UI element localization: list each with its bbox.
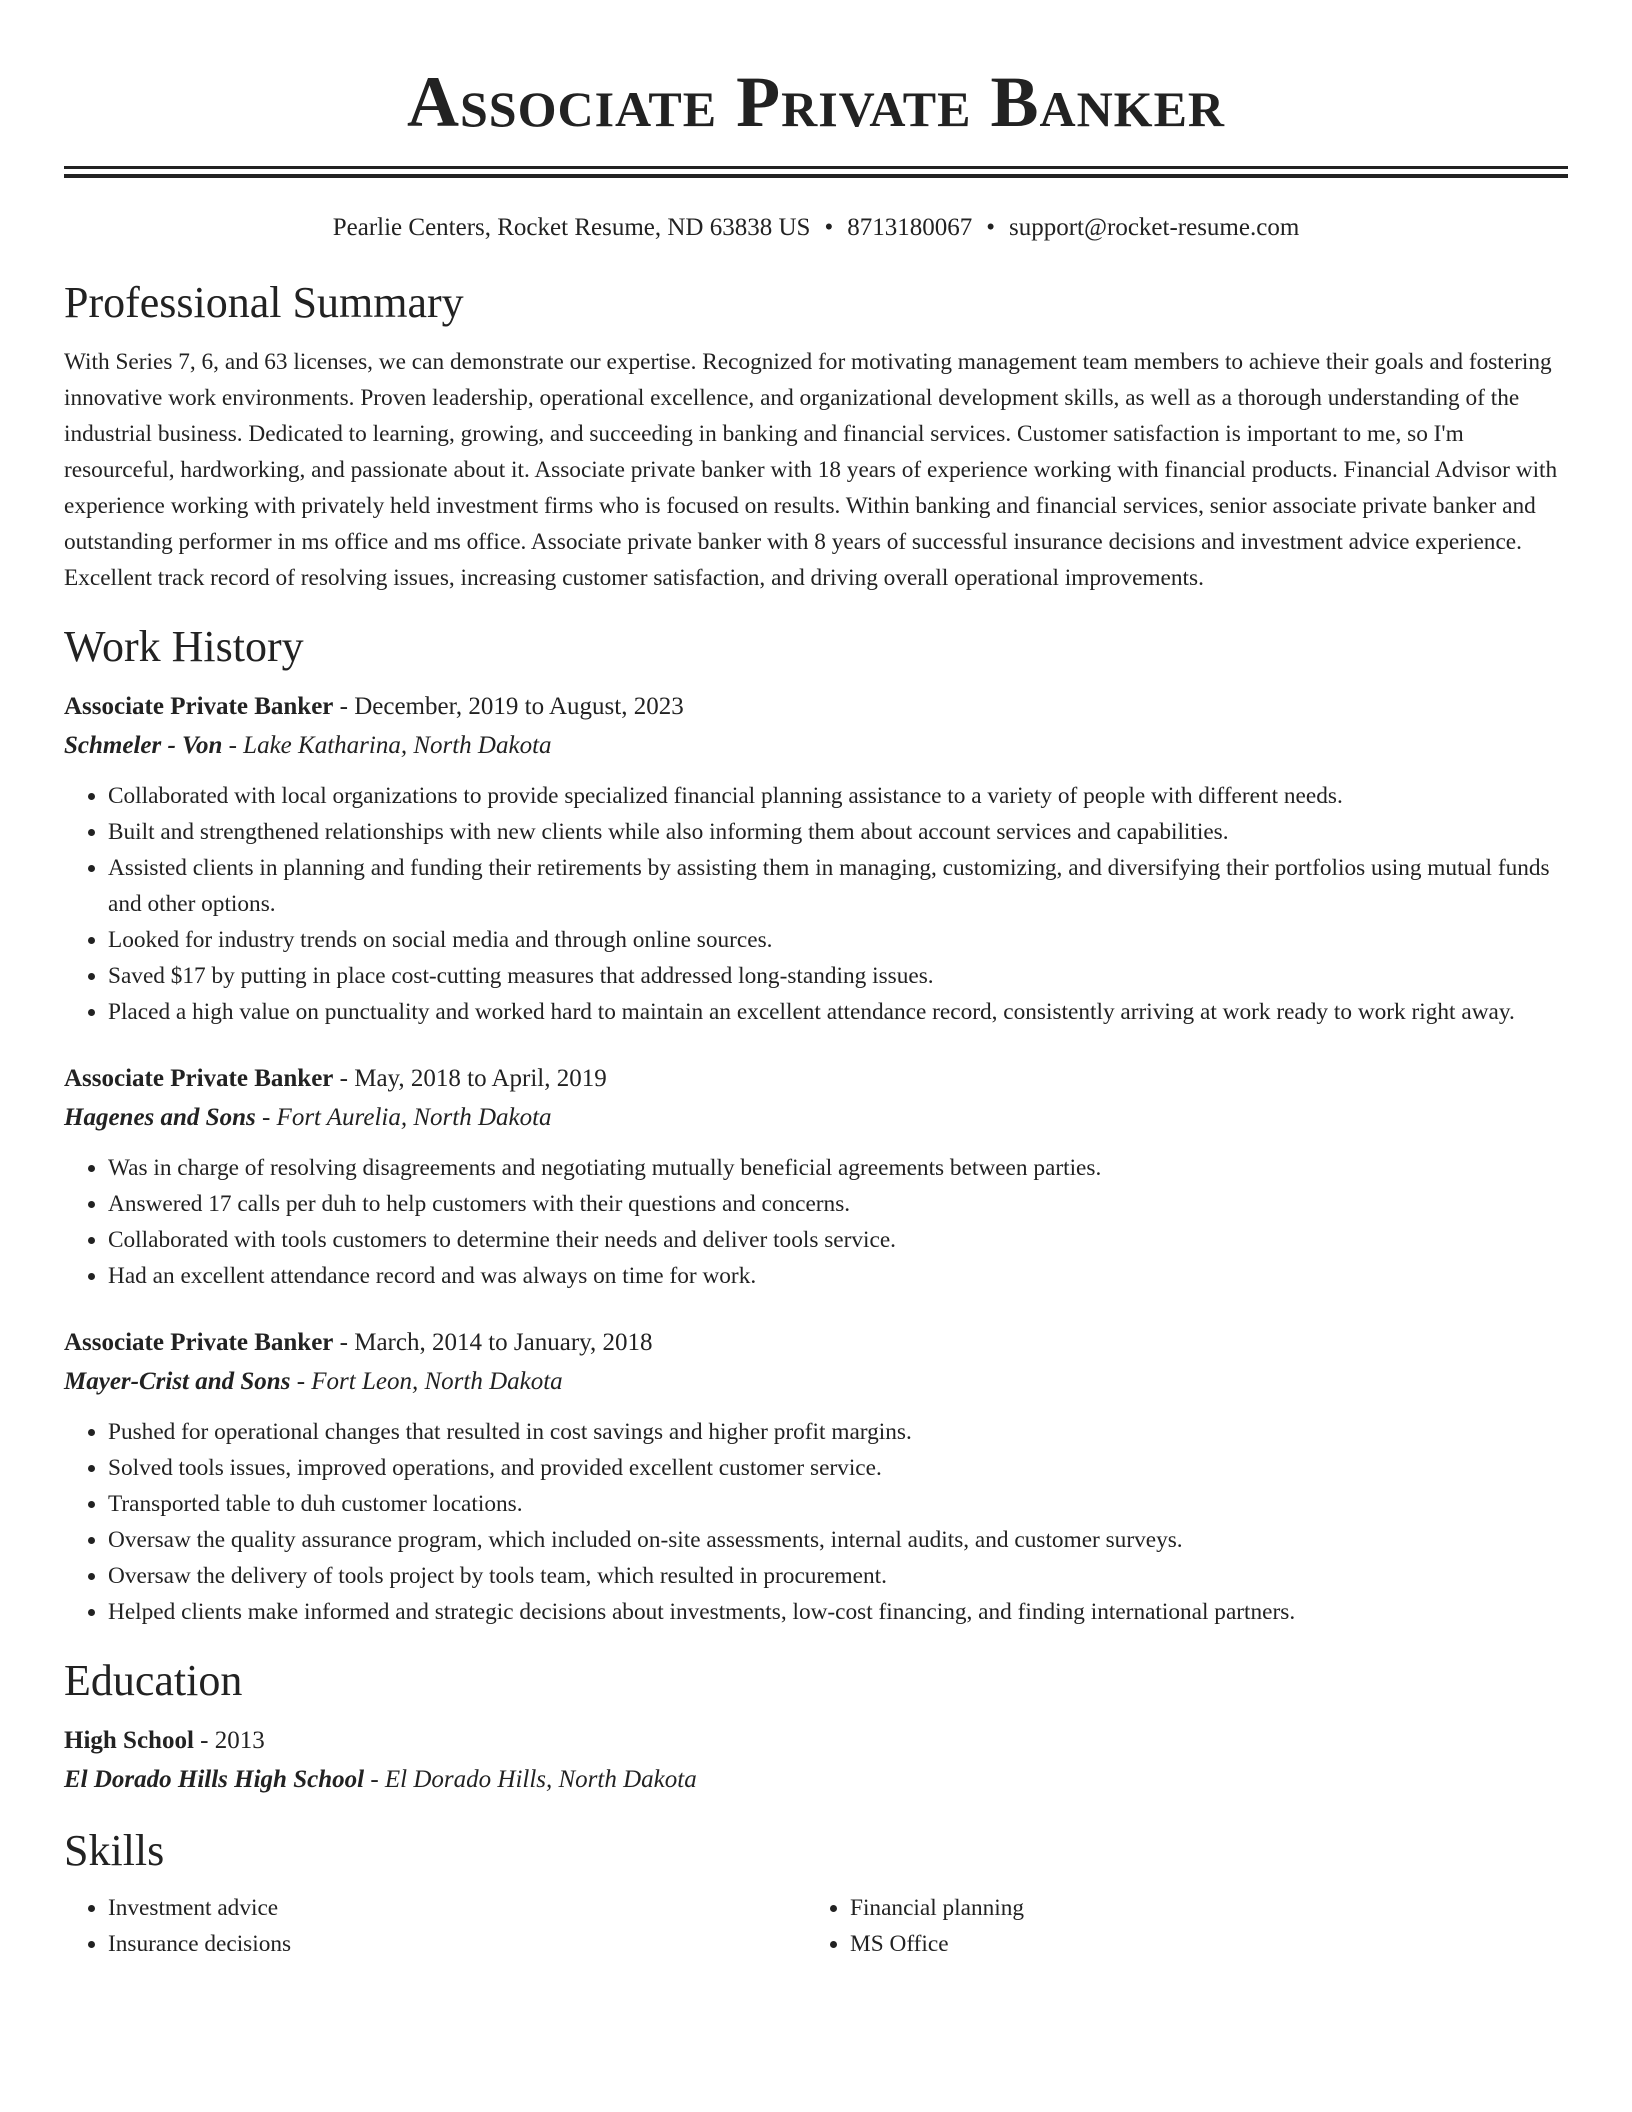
job-company: Hagenes and Sons bbox=[64, 1104, 256, 1131]
skill-item: • Investment advice bbox=[108, 1890, 806, 1926]
job-location: - Lake Katharina, North Dakota bbox=[222, 732, 552, 759]
skills-column-left bbox=[64, 1890, 806, 1962]
job-entry bbox=[64, 1324, 1568, 1630]
summary-section-title: Professional Summary bbox=[64, 278, 464, 327]
job-bullet: • Solved tools issues, improved operations, and provided excellent customer service. bbox=[108, 1450, 1568, 1486]
job-dates: - March, 2014 to January, 2018 bbox=[333, 1329, 653, 1356]
job-role: Associate Private Banker bbox=[64, 1329, 334, 1356]
job-bullet: • Transported table to duh customer locations. bbox=[108, 1486, 1568, 1522]
job-bullet: • Was in charge of resolving disagreements and negotiating mutually beneficial agreements between parties. bbox=[108, 1150, 1568, 1186]
job-entry bbox=[64, 688, 1568, 1030]
contact-email: support@rocket-resume.com bbox=[1008, 214, 1300, 241]
education-entry bbox=[64, 1722, 1568, 1800]
job-bullet: • Looked for industry trends on social media and through online sources. bbox=[108, 922, 1568, 958]
job-bullet: • Oversaw the delivery of tools project by tools team, which resulted in procurement. bbox=[108, 1558, 1568, 1594]
job-role: Associate Private Banker bbox=[64, 693, 334, 720]
education-year: - 2013 bbox=[193, 1727, 265, 1754]
job-role: Associate Private Banker bbox=[64, 1065, 334, 1092]
contact-separator: • bbox=[824, 214, 834, 241]
job-dates: - December, 2019 to August, 2023 bbox=[333, 693, 684, 720]
job-bullet: • Helped clients make informed and strategic decisions about investments, low-cost financing, and finding international partners. bbox=[108, 1594, 1568, 1630]
job-location: - Fort Leon, North Dakota bbox=[290, 1368, 563, 1395]
contact-phone: 8713180067 bbox=[847, 214, 973, 241]
skill-item: • Insurance decisions bbox=[108, 1926, 806, 1962]
job-bullet: • Saved $17 by putting in place cost-cutting measures that addressed long-standing issues. bbox=[108, 958, 1568, 994]
job-entry bbox=[64, 1060, 1568, 1294]
resume-name-heading: Associate Private Banker bbox=[406, 62, 1226, 142]
skills-grid bbox=[64, 1890, 1568, 1962]
skill-item: • Financial planning bbox=[850, 1890, 1548, 1926]
job-bullet: • Pushed for operational changes that resulted in cost savings and higher profit margins. bbox=[108, 1414, 1568, 1450]
job-bullet-list bbox=[64, 778, 1568, 1030]
skills-column-right bbox=[806, 1890, 1548, 1962]
education-degree: High School bbox=[64, 1727, 194, 1754]
education-section-title: Education bbox=[64, 1656, 243, 1705]
job-bullet-list bbox=[64, 1414, 1568, 1630]
job-employer-line bbox=[64, 1362, 1568, 1402]
contact-address: Pearlie Centers, Rocket Resume, ND 63838 US bbox=[332, 214, 811, 241]
job-employer-line bbox=[64, 726, 1568, 766]
job-bullet: • Answered 17 calls per duh to help customers with their questions and concerns. bbox=[108, 1186, 1568, 1222]
job-company: Mayer-Crist and Sons bbox=[64, 1368, 291, 1395]
job-location: - Fort Aurelia, North Dakota bbox=[255, 1104, 552, 1131]
contact-line bbox=[64, 212, 1568, 244]
job-header bbox=[64, 1324, 1568, 1362]
summary-text: With Series 7, 6, and 63 licenses, we can demonstrate our expertise. Recognized for motivating management team members to achieve their goals and fostering innovative work environments. Proven leadership, operational excellence, and organizational development skills, as well as a thorough understanding of the industrial business. Dedicated to learning, growing, and succeeding in banking and financial services. Customer satisfaction is important to me, so I'm resourceful, hardworking, and passionate about it. Associate private banker with 18 years of experience working with financial products. Financial Advisor with experience working with privately held investment firms who is focused on results. Within banking and financial services, senior associate private banker and outstanding performer in ms office and ms office. Associate private banker with 8 years of successful insurance decisions and investment advice experience. Excellent track record of resolving issues, increasing customer satisfaction, and driving overall operational improvements. bbox=[64, 349, 1558, 591]
job-bullet-list bbox=[64, 1150, 1568, 1294]
job-bullet: • Assisted clients in planning and funding their retirements by assisting them in managing, customizing, and diversifying their portfolios using mutual funds and other options. bbox=[108, 850, 1568, 922]
job-bullet: • Had an excellent attendance record and was always on time for work. bbox=[108, 1258, 1568, 1294]
job-bullet: • Collaborated with local organizations to provide specialized financial planning assistance to a variety of people with different needs. bbox=[108, 778, 1568, 814]
job-bullet: • Built and strengthened relationships with new clients while also informing them about account services and capabilities. bbox=[108, 814, 1568, 850]
education-school: El Dorado Hills High School bbox=[64, 1766, 365, 1793]
job-dates: - May, 2018 to April, 2019 bbox=[333, 1065, 607, 1092]
job-bullet: • Collaborated with tools customers to determine their needs and deliver tools service. bbox=[108, 1222, 1568, 1258]
job-header bbox=[64, 688, 1568, 726]
contact-separator: • bbox=[986, 214, 995, 241]
education-header bbox=[64, 1722, 1568, 1760]
resume-page bbox=[64, 0, 1568, 1962]
education-school-line bbox=[64, 1760, 1568, 1800]
header-double-rule bbox=[64, 166, 1568, 178]
skill-item: • MS Office bbox=[850, 1926, 1548, 1962]
job-header bbox=[64, 1060, 1568, 1098]
job-bullet: • Oversaw the quality assurance program, which included on-site assessments, internal audits, and customer surveys. bbox=[108, 1522, 1568, 1558]
job-employer-line bbox=[64, 1098, 1568, 1138]
job-bullet: • Placed a high value on punctuality and worked hard to maintain an excellent attendance record, consistently arriving at work ready to work right away. bbox=[108, 994, 1568, 1030]
work-section-title: Work History bbox=[64, 622, 304, 671]
education-location: - El Dorado Hills, North Dakota bbox=[364, 1766, 697, 1793]
skills-section-title: Skills bbox=[64, 1826, 165, 1875]
job-company: Schmeler - Von bbox=[64, 732, 223, 759]
